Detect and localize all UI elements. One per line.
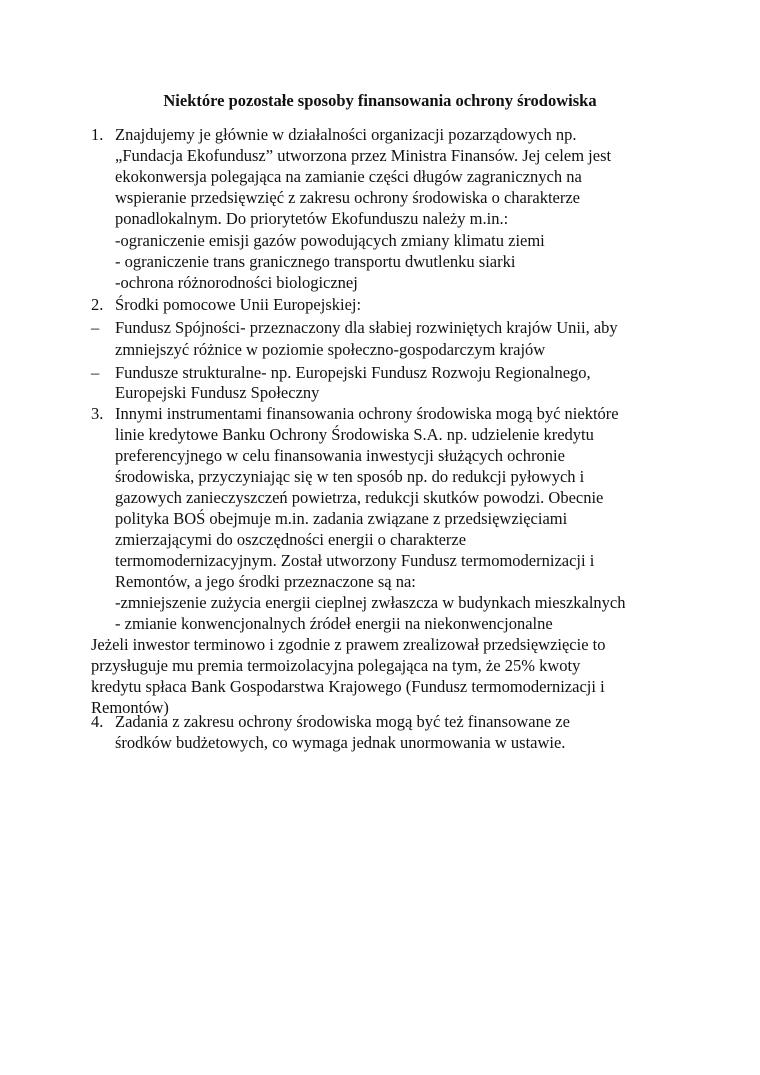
text-line: ponadlokalnym. Do priorytetów Ekofunduszu należy m.in.: bbox=[115, 209, 509, 228]
text-line: -zmniejszenie zużycia energii cieplnej zwłaszcza w budynkach mieszkalnych bbox=[115, 593, 626, 612]
text-line: gazowych zanieczyszczeń powietrza, redukcji skutków powodzi. Obecnie bbox=[115, 488, 604, 507]
text-line: kredytu spłaca Bank Gospodarstwa Krajowego (Fundusz termomodernizacji i bbox=[91, 677, 605, 696]
text-line: „Fundacja Ekofundusz” utworzona przez Ministra Finansów. Jej celem jest bbox=[115, 146, 612, 165]
text-line: zmniejszyć różnice w poziomie społeczno-gospodarczym krajów bbox=[115, 340, 546, 359]
list-marker-2: 2. bbox=[91, 295, 104, 314]
text-line: zmierzającymi do oszczędności energii o charakterze bbox=[115, 530, 467, 549]
dash-marker-2: – bbox=[91, 363, 100, 382]
list-marker-1: 1. bbox=[91, 125, 104, 144]
text-line: Środki pomocowe Unii Europejskiej: bbox=[115, 295, 362, 314]
text-line: - ograniczenie trans granicznego transportu dwutlenku siarki bbox=[115, 252, 516, 271]
text-line: środków budżetowych, co wymaga jednak unormowania w ustawie. bbox=[115, 733, 566, 752]
text-line: termomodernizacyjnym. Został utworzony Fundusz termomodernizacji i bbox=[115, 551, 595, 570]
text-line: wspieranie przedsięwzięć z zakresu ochrony środowiska o charakterze bbox=[115, 188, 580, 207]
text-line: środowiska, przyczyniając się w ten sposób np. do redukcji pyłowych i bbox=[115, 467, 585, 486]
text-line: Zadania z zakresu ochrony środowiska mogą być też finansowane ze bbox=[115, 712, 570, 731]
text-line: Europejski Fundusz Społeczny bbox=[115, 383, 320, 402]
text-line: polityka BOŚ obejmuje m.in. zadania związane z przedsięwzięciami bbox=[115, 509, 568, 528]
dash-marker-1: – bbox=[91, 318, 100, 337]
text-line: -ochrona różnorodności biologicznej bbox=[115, 273, 358, 292]
text-line: Fundusze strukturalne- np. Europejski Fundusz Rozwoju Regionalnego, bbox=[115, 363, 591, 382]
text-line: Remontów) bbox=[91, 698, 169, 717]
text-line: ekokonwersja polegająca na zamianie części długów zagranicznych na bbox=[115, 167, 582, 186]
text-line: linie kredytowe Banku Ochrony Środowiska S.A. np. udzielenie kredytu bbox=[115, 425, 594, 444]
text-line: -ograniczenie emisji gazów powodujących zmiany klimatu ziemi bbox=[115, 231, 545, 250]
text-line: przysługuje mu premia termoizolacyjna polegająca na tym, że 25% kwoty bbox=[91, 656, 581, 675]
text-line: - zmianie konwencjonalnych źródeł energii na niekonwencjonalne bbox=[115, 614, 553, 633]
text-line: Innymi instrumentami finansowania ochrony środowiska mogą być niektóre bbox=[115, 404, 619, 423]
document-title: Niektóre pozostałe sposoby finansowania ochrony środowiska bbox=[163, 91, 597, 110]
list-marker-3: 3. bbox=[91, 404, 104, 423]
text-line: Remontów, a jego środki przeznaczone są na: bbox=[115, 572, 416, 591]
text-line: Fundusz Spójności- przeznaczony dla słabiej rozwiniętych krajów Unii, aby bbox=[115, 318, 618, 337]
list-marker-4: 4. bbox=[91, 712, 104, 731]
text-line: Znajdujemy je głównie w działalności organizacji pozarządowych np. bbox=[115, 125, 577, 144]
text-line: preferencyjnego w celu finansowania inwestycji służących ochronie bbox=[115, 446, 565, 465]
text-line: Jeżeli inwestor terminowo i zgodnie z prawem zrealizował przedsięwzięcie to bbox=[91, 635, 606, 654]
